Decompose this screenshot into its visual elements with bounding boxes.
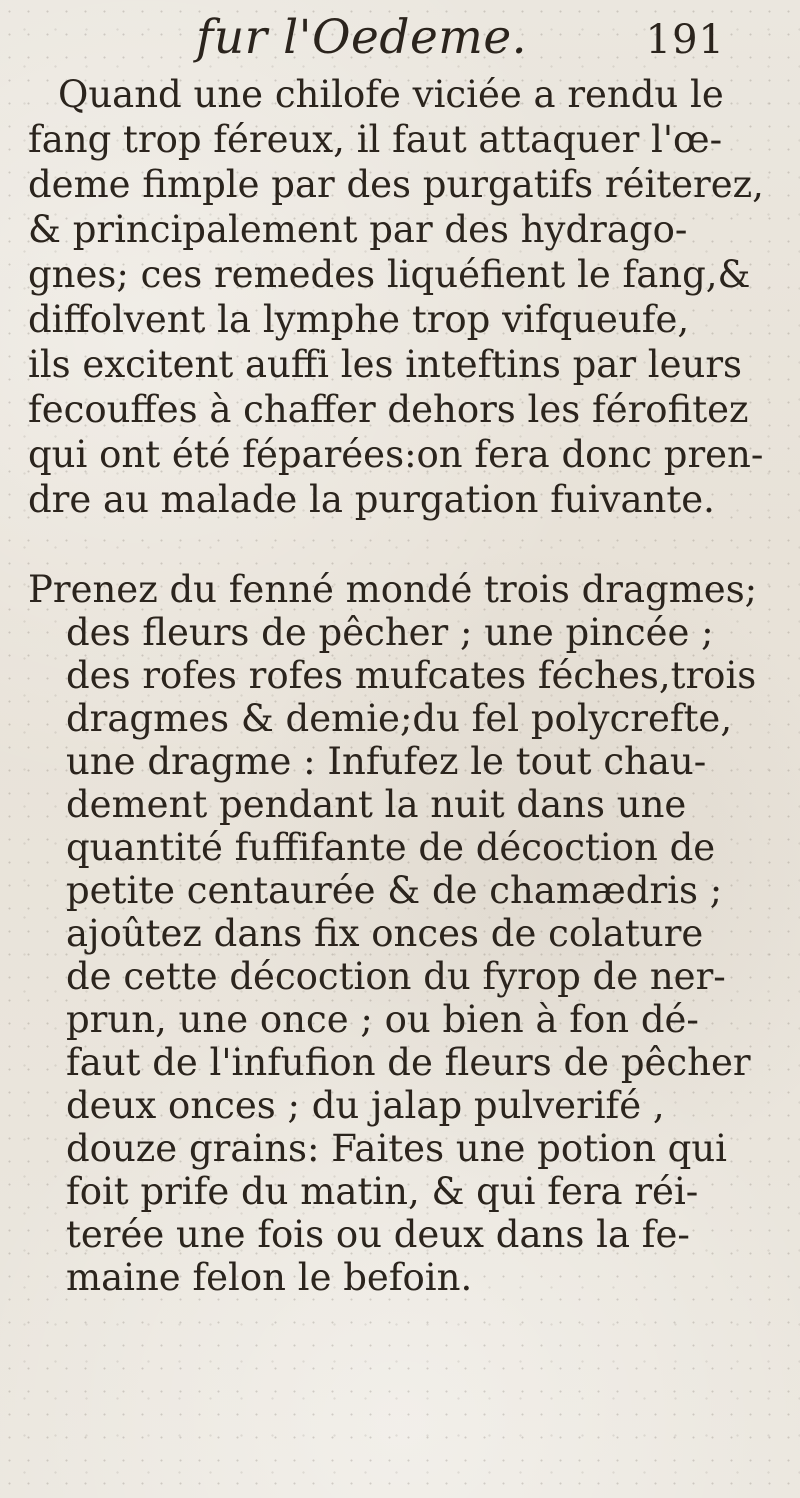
paragraph-line: diffolvent la lymphe trop vifqueufe,: [28, 298, 690, 341]
paragraph-line: fang trop féreux, il faut attaquer l'œ-: [28, 118, 723, 161]
paragraph-line: des fleurs de pêcher ; une pincée ;: [66, 611, 714, 654]
paragraph-line: gnes; ces remedes liquéfient le fang,&: [28, 253, 751, 296]
paragraph-line: terée une fois ou deux dans la fe-: [66, 1213, 690, 1256]
paragraph-line: deme fimple par des purgatifs réiterez,: [28, 163, 764, 206]
paragraph-1: [28, 72, 764, 522]
paragraph-line: deux onces ; du jalap pulverifé ,: [66, 1084, 665, 1127]
paragraph-line: faut de l'infufion de fleurs de pêcher: [66, 1041, 751, 1084]
paragraph-line: & principalement par des hydrago-: [28, 208, 688, 251]
paragraph-2: [28, 568, 758, 1299]
paragraph-line: dre au malade la purgation fuivante.: [28, 478, 715, 521]
paragraph-line: petite centaurée & de chamædris ;: [66, 869, 723, 912]
page-content: [28, 10, 770, 1299]
paragraph-line: ajoûtez dans fix onces de colature: [66, 912, 704, 955]
paragraph-line: maine felon le befoin.: [66, 1256, 473, 1299]
paragraph-line: dement pendant la nuit dans une: [66, 783, 687, 826]
paragraph-line: foit prife du matin, & qui fera réi-: [66, 1170, 699, 1213]
running-title: fur l'Oedeme.: [196, 10, 528, 65]
paragraph-line: prun, une once ; ou bien à fon dé-: [66, 998, 699, 1041]
paragraph-line: Quand une chilofe viciée a rendu le: [58, 73, 724, 116]
page-header: [28, 10, 770, 72]
paragraph-line: ils excitent auffi les inteftins par leurs: [28, 343, 743, 386]
paragraph-line: de cette décoction du fyrop de ner-: [66, 955, 726, 998]
paragraph-line: fecouffes à chaffer dehors les férofitez: [28, 388, 749, 431]
paragraph-line: dragmes & demie;du fel polycrefte,: [66, 697, 733, 740]
paragraph-line: une dragme : Infufez le tout chau-: [66, 740, 707, 783]
paragraph-line: douze grains: Faites une potion qui: [66, 1127, 728, 1170]
paragraph-line: Prenez du fenné mondé trois dragmes;: [28, 568, 758, 611]
paragraph-line: qui ont été féparées:on fera donc pren-: [28, 433, 764, 476]
paragraph-line: quantité fuffifante de décoction de: [66, 826, 716, 869]
paragraph-line: des rofes rofes mufcates féches,trois: [66, 654, 757, 697]
page-number: 191: [645, 17, 725, 63]
